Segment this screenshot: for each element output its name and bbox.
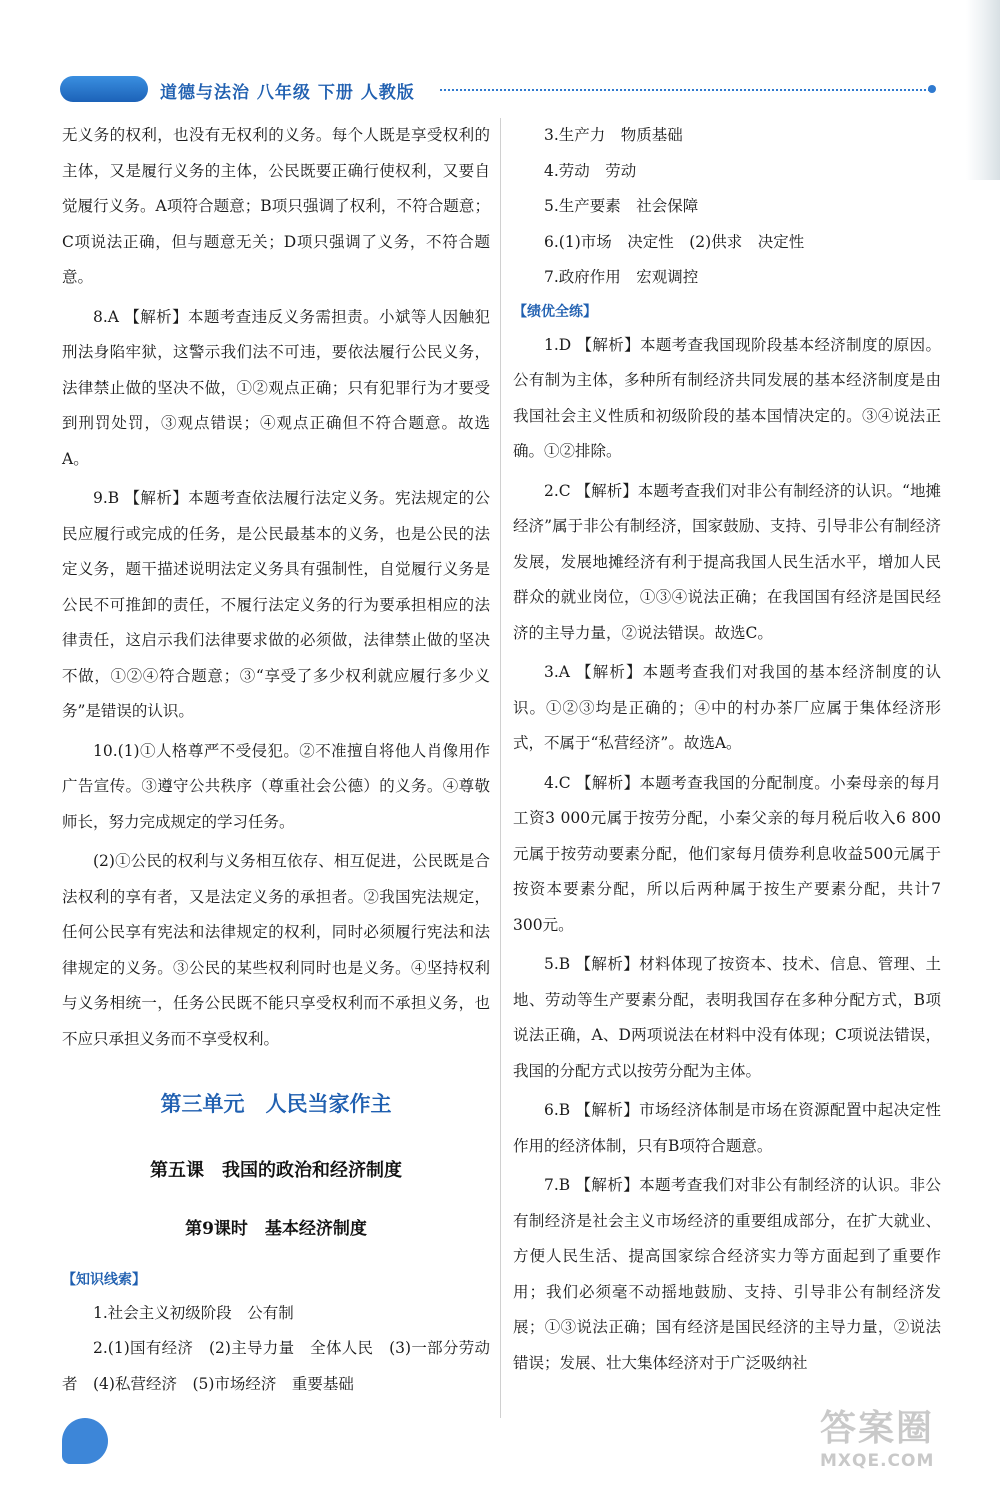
answer-10-part-1: 10.(1)①人格尊严不受侵犯。②不准擅自将他人肖像用作广告宣传。③遵守公共秩序（尊重社会公德）的义务。④尊敬师长，努力完成规定的学习任务。 bbox=[62, 741, 490, 831]
watermark-url: MXQE.COM bbox=[820, 1451, 935, 1471]
left-column bbox=[62, 118, 490, 1402]
header-dotted-rule bbox=[440, 89, 930, 91]
knowledge-item-4: 4.劳动 劳动 bbox=[544, 161, 637, 180]
answer-paragraph-continued: 无义务的权利，也没有无权利的义务。每个人既是享受权利的主体，又是履行义务的主体，公民既要正确行使权利，又要自觉履行义务。A项符合题意；B项只强调了权利，不符合题意；C项说法正确，但与题意无关；D项只强调了义务，不符合题意。 bbox=[62, 126, 490, 286]
practice-answer-3: 3.A 【解析】本题考查我们对我国的基本经济制度的认识。①②③均是正确的；④中的村办茶厂应属于集体经济形式，不属于“私营经济”。故选A。 bbox=[513, 663, 941, 752]
book-spine-edge bbox=[966, 0, 1000, 180]
practice-answer-2: 2.C 【解析】本题考查我们对非公有制经济的认识。“地摊经济”属于非公有制经济，国家鼓励、支持、引导非公有制经济发展，发展地摊经济有利于提高我国人民生活水平，增加人民群众的就业岗位，①③④说法正确；在我国国有经济是国民经济的主导力量，②说法错误。故选C。 bbox=[513, 481, 941, 642]
section-tag-practice: 【绩优全练】 bbox=[513, 303, 597, 320]
knowledge-item-7: 7.政府作用 宏观调控 bbox=[544, 268, 699, 286]
answer-10-part-2: (2)①公民的权利与义务相互依存、相互促进，公民既是合法权利的享有者，又是法定义务的承担者。②我国宪法规定，任何公民享有宪法和法律规定的权利，同时必须履行宪法和法律规定的义务。③公民的某些权利同时也是义务。④坚持权利与义务相统一，任务公民既不能只享受权利而不承担义务，也不应只承担义务而不享受权利。 bbox=[62, 852, 490, 1048]
knowledge-item-3: 3.生产力 物质基础 bbox=[544, 126, 683, 144]
practice-answer-4: 4.C 【解析】本题考查我国的分配制度。小秦母亲的每月工资3 000元属于按劳分配，小秦父亲的每月税后收入6 800元属于按劳动要素分配，他们家每月债券利息收益500元属于按资本要素分配，所以后两种属于按生产要素分配，共计7 300元。 bbox=[513, 773, 941, 934]
knowledge-item-6: 6.(1)市场 决定性 (2)供求 决定性 bbox=[544, 232, 805, 251]
header-rule-end-dot bbox=[928, 85, 936, 93]
answer-8: 8.A 【解析】本题考查违反义务需担责。小斌等人因触犯刑法身陷牢狱，这警示我们法不可违，要依法履行公民义务，法律禁止做的坚决不做，①②观点正确；只有犯罪行为才要受到刑罚处罚，③观点错误；④观点正确但不符合题意。故选A。 bbox=[62, 307, 490, 468]
page-number-badge bbox=[62, 1418, 108, 1464]
lesson-title: 第五课 我国的政治和经济制度 bbox=[150, 1159, 402, 1181]
knowledge-item-1: 1.社会主义初级阶段 公有制 bbox=[93, 1303, 294, 1322]
running-header-title: 道德与法治 八年级 下册 人教版 bbox=[160, 83, 415, 103]
right-column bbox=[513, 118, 941, 1381]
answer-9: 9.B 【解析】本题考查依法履行法定义务。宪法规定的公民应履行或完成的任务，是公民最基本的义务，也是公民的法定义务，题干描述说明法定义务具有强制性，自觉履行义务是公民不可推卸的责任，不履行法定义务的行为要承担相应的法律责任，这启示我们法律要求做的必须做，法律禁止做的坚决不做，①②④符合题意；③“享受了多少权利就应履行多少义务”是错误的认识。 bbox=[62, 489, 490, 720]
knowledge-item-5: 5.生产要素 社会保障 bbox=[544, 197, 699, 215]
header-tab-decoration bbox=[60, 76, 148, 102]
practice-answer-1: 1.D 【解析】本题考查我国现阶段基本经济制度的原因。公有制为主体，多种所有制经济共同发展的基本经济制度是由我国社会主义性质和初级阶段的基本国情决定的。③④说法正确。①②排除。 bbox=[513, 335, 941, 460]
practice-answer-7: 7.B 【解析】本题考查我们对非公有制经济的认识。非公有制经济是社会主义市场经济的重要组成部分，在扩大就业、方便人民生活、提高国家综合经济实力等方面起到了重要作用；我们必须毫不动摇地鼓励、支持、引导非公有制经济发展；①③说法正确；国有经济是国民经济的主导力量，②说法错误；发展、壮大集体经济对于广泛吸纳社 bbox=[513, 1176, 941, 1372]
column-divider bbox=[500, 118, 501, 1418]
period-title: 第9课时 基本经济制度 bbox=[185, 1219, 367, 1239]
watermark-logo bbox=[820, 1400, 990, 1490]
section-tag-knowledge: 【知识线索】 bbox=[62, 1271, 146, 1288]
practice-answer-6: 6.B 【解析】市场经济体制是市场在资源配置中起决定性作用的经济体制，只有B项符合题意。 bbox=[513, 1101, 941, 1155]
unit-title: 第三单元 人民当家作主 bbox=[160, 1092, 392, 1116]
knowledge-item-2: 2.(1)国有经济 (2)主导力量 全体人民 (3)一部分劳动者 (4)私营经济 (5)市场经济 重要基础 bbox=[62, 1339, 490, 1393]
watermark-text: 答案圈 bbox=[820, 1408, 935, 1449]
practice-answer-5: 5.B 【解析】材料体现了按资本、技术、信息、管理、土地、劳动等生产要素分配，表明我国存在多种分配方式，B项说法正确，A、D两项说法在材料中没有体现；C项说法错误，我国的分配方式以按劳分配为主体。 bbox=[513, 955, 941, 1080]
